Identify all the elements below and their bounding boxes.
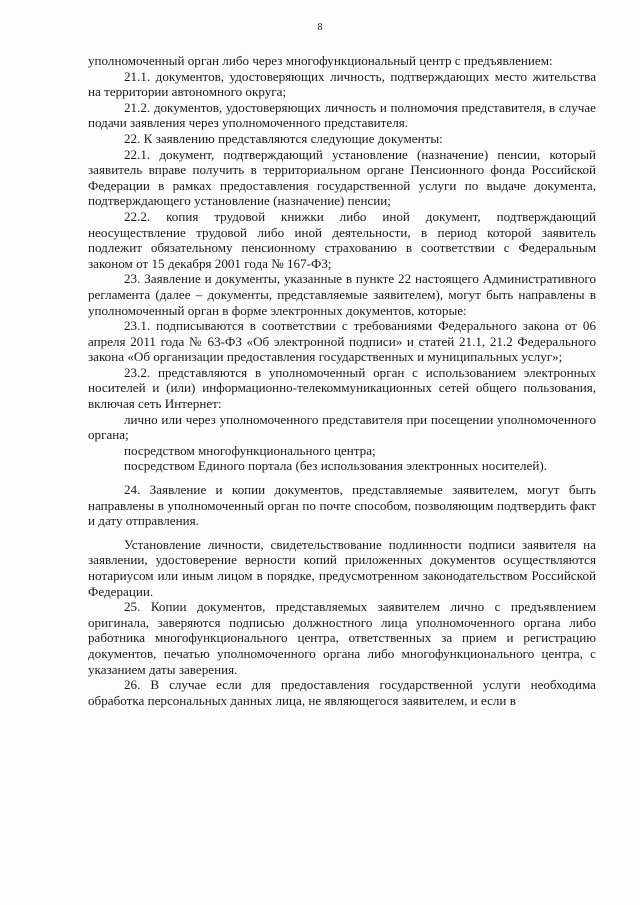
paragraph: уполномоченный орган либо через многофункциональный центр с предъявлением: [88, 53, 553, 68]
paragraph: 23. Заявление и документы, указанные в пункте 22 настоящего Административного регламента (далее – документы, представляемые заявителем), могут быть направлены в уполномоченный орган в форме электронных документов, которые: [88, 271, 596, 318]
paragraph: лично или через уполномоченного представителя при посещении уполномоченного органа; [88, 411, 596, 443]
paragraph: 26. В случае если для предоставления государственной услуги необходима обработка персональных данных лица, не являющегося заявителем, и если в [88, 677, 596, 708]
paragraph: посредством многофункционального центра; [124, 442, 376, 458]
paragraph: 21.1. документов, удостоверяющих личность, подтверждающих место жительства на территории автономного округа; [88, 68, 596, 100]
paragraph: 23.1. подписываются в соответствии с требованиями Федерального закона от 06 апреля 2011 года № 63-ФЗ «Об электронной подписи» и статей 21.1, 21.2 Федерального закона «Об организации предоставления государственных и муниципальных услуг»; [88, 318, 596, 365]
document-body [88, 53, 596, 708]
paragraph: 21.2. документов, удостоверяющих личность и полномочия представителя, в случае подачи заявления через уполномоченного представителя. [88, 99, 596, 131]
paragraph: Установление личности, свидетельствование подлинности подписи заявителя на заявлении, удостоверение верности копий приложенных документов осуществляются нотариусом или иным лицом в порядке, предусмотренном законодательством Российской Федерации. [88, 536, 596, 599]
paragraph: 22.2. копия трудовой книжки либо иной документ, подтверждающий неосуществление трудовой либо иной деятельности, в период которой заявитель подлежит обязательному пенсионному страхованию в соответствии с Федеральным законом от 15 декабря 2001 года № 167-ФЗ; [88, 208, 596, 271]
page-number: 8 [317, 22, 323, 33]
paragraph: посредством Единого портала (без использования электронных носителей). [124, 458, 547, 474]
paragraph: 22. К заявлению представляются следующие документы: [124, 130, 443, 146]
paragraph: 23.2. представляются в уполномоченный орган с использованием электронных носителей и (или) информационно-телекоммуникационных сетей общего пользования, включая сеть Интернет: [88, 364, 596, 412]
paragraph: 24. Заявление и копии документов, представляемые заявителем, могут быть направлены в уполномоченный орган по почте способом, позволяющим подтвердить факт и дату отправления. [88, 482, 596, 529]
paragraph: 25. Копии документов, представляемых заявителем лично с предъявлением оригинала, заверяются подписью должностного лица уполномоченного органа либо работника многофункционального центра, ответственных за прием и регистрацию документов, печатью уполномоченного органа либо многофункционального центра, с указанием даты заверения. [88, 599, 596, 677]
paragraph: 22.1. документ, подтверждающий установление (назначение) пенсии, который заявитель вправе получить в территориальном органе Пенсионного фонда Российской Федерации в рамках предоставления государственной услуги по выдаче документа, подтверждающего установление (назначение) пенсии; [88, 146, 596, 209]
